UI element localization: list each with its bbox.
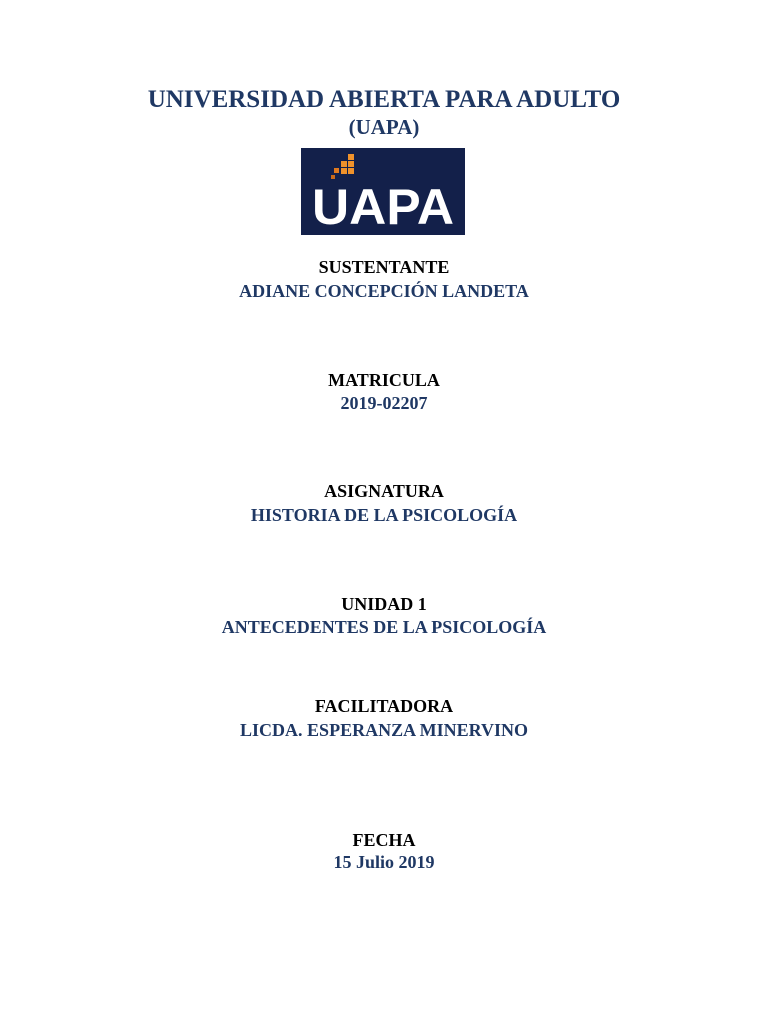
- facilitadora-label: FACILITADORA: [314, 696, 454, 716]
- fecha-value: 15 Julio 2019: [333, 852, 435, 872]
- university-title: UNIVERSIDAD ABIERTA PARA ADULTO: [147, 86, 621, 113]
- uapa-logo: [301, 148, 465, 235]
- unidad-value: ANTECEDENTES DE LA PSICOLOGÍA: [221, 617, 547, 637]
- fecha-label: FECHA: [352, 830, 416, 850]
- svg-text:UAPA: UAPA: [312, 179, 454, 235]
- unidad-label: UNIDAD 1: [341, 594, 427, 614]
- sustentante-label: SUSTENTANTE: [318, 257, 450, 277]
- sustentante-value: ADIANE CONCEPCIÓN LANDETA: [239, 281, 529, 301]
- asignatura-value: HISTORIA DE LA PSICOLOGÍA: [250, 505, 518, 525]
- asignatura-label: ASIGNATURA: [324, 481, 444, 501]
- matricula-label: MATRICULA: [328, 370, 440, 390]
- facilitadora-value: LICDA. ESPERANZA MINERVINO: [240, 720, 528, 740]
- matricula-value: 2019-02207: [340, 393, 428, 413]
- university-acronym: (UAPA): [348, 115, 420, 139]
